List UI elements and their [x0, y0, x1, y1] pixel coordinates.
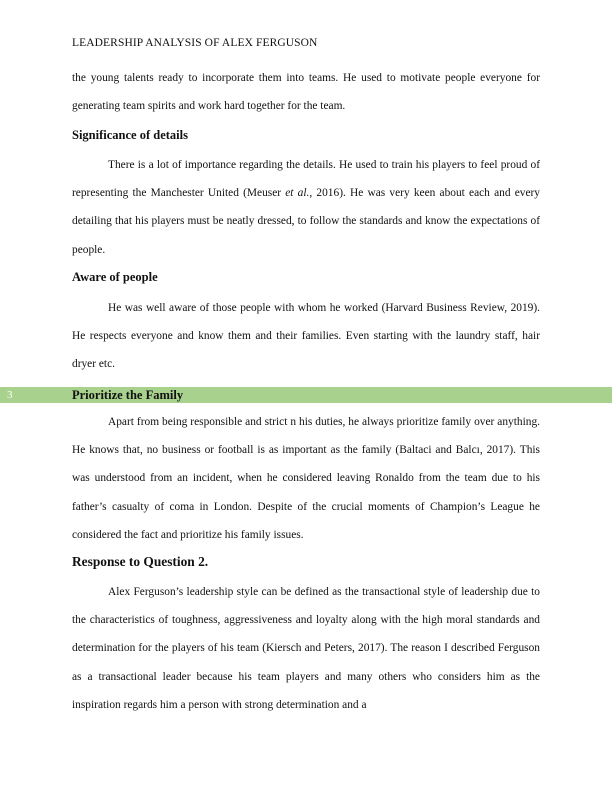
heading-significance-of-details: Significance of details [72, 128, 188, 142]
citation-et-al: et al. [285, 187, 310, 200]
paragraph-prioritize-the-family: Apart from being responsible and strict n his duties, he always prioritize family over anything. He knows that, no business or football is as important as the family (Baltaci and Balcı, 2017). This was understood from an incident, when he considered leaving Ronaldo from the team due to his father’s casualty of coma in London. Despite of the crucial moments of Champion’s League he considered the fact and prioritize his family issues. [72, 416, 540, 541]
continuation-paragraph: the young talents ready to incorporate them into teams. He used to motivate people everyone for generating team spirits and work hard together for the team. [72, 72, 540, 113]
paragraph-text-end: , 2016). He was very keen about each and every detailing that his players must be neatly dressed, to follow the standards and know the expectations of people. [72, 187, 540, 256]
page-number: 3 [7, 389, 13, 401]
running-head: LEADERSHIP ANALYSIS OF ALEX FERGUSON [72, 37, 318, 49]
heading-response-to-question-2: Response to Question 2. [72, 554, 209, 569]
paragraph-aware-of-people: He was well aware of those people with whom he worked (Harvard Business Review, 2019). He respects everyone and know them and their families. Even starting with the laundry staff, hair dryer etc. [72, 302, 540, 371]
heading-aware-of-people: Aware of people [72, 270, 158, 284]
paragraph-response-to-question-2: Alex Ferguson’s leadership style can be defined as the transactional style of leadership due to the characteristics of toughness, aggressiveness and loyalty along with the high moral standards and determination for the players of his team (Kiersch and Peters, 2017). The reason I described Ferguson as a transactional leader because his team players and many others who considers him as the inspiration regards him a person with strong determination and a [72, 586, 540, 711]
paragraph-text-start: There is a lot of importance regarding the details. He used to train his players to feel proud of representing the Manchester United (Meuser [72, 159, 540, 200]
paragraph-significance-of-details [72, 151, 540, 264]
heading-prioritize-the-family: Prioritize the Family [72, 388, 184, 402]
